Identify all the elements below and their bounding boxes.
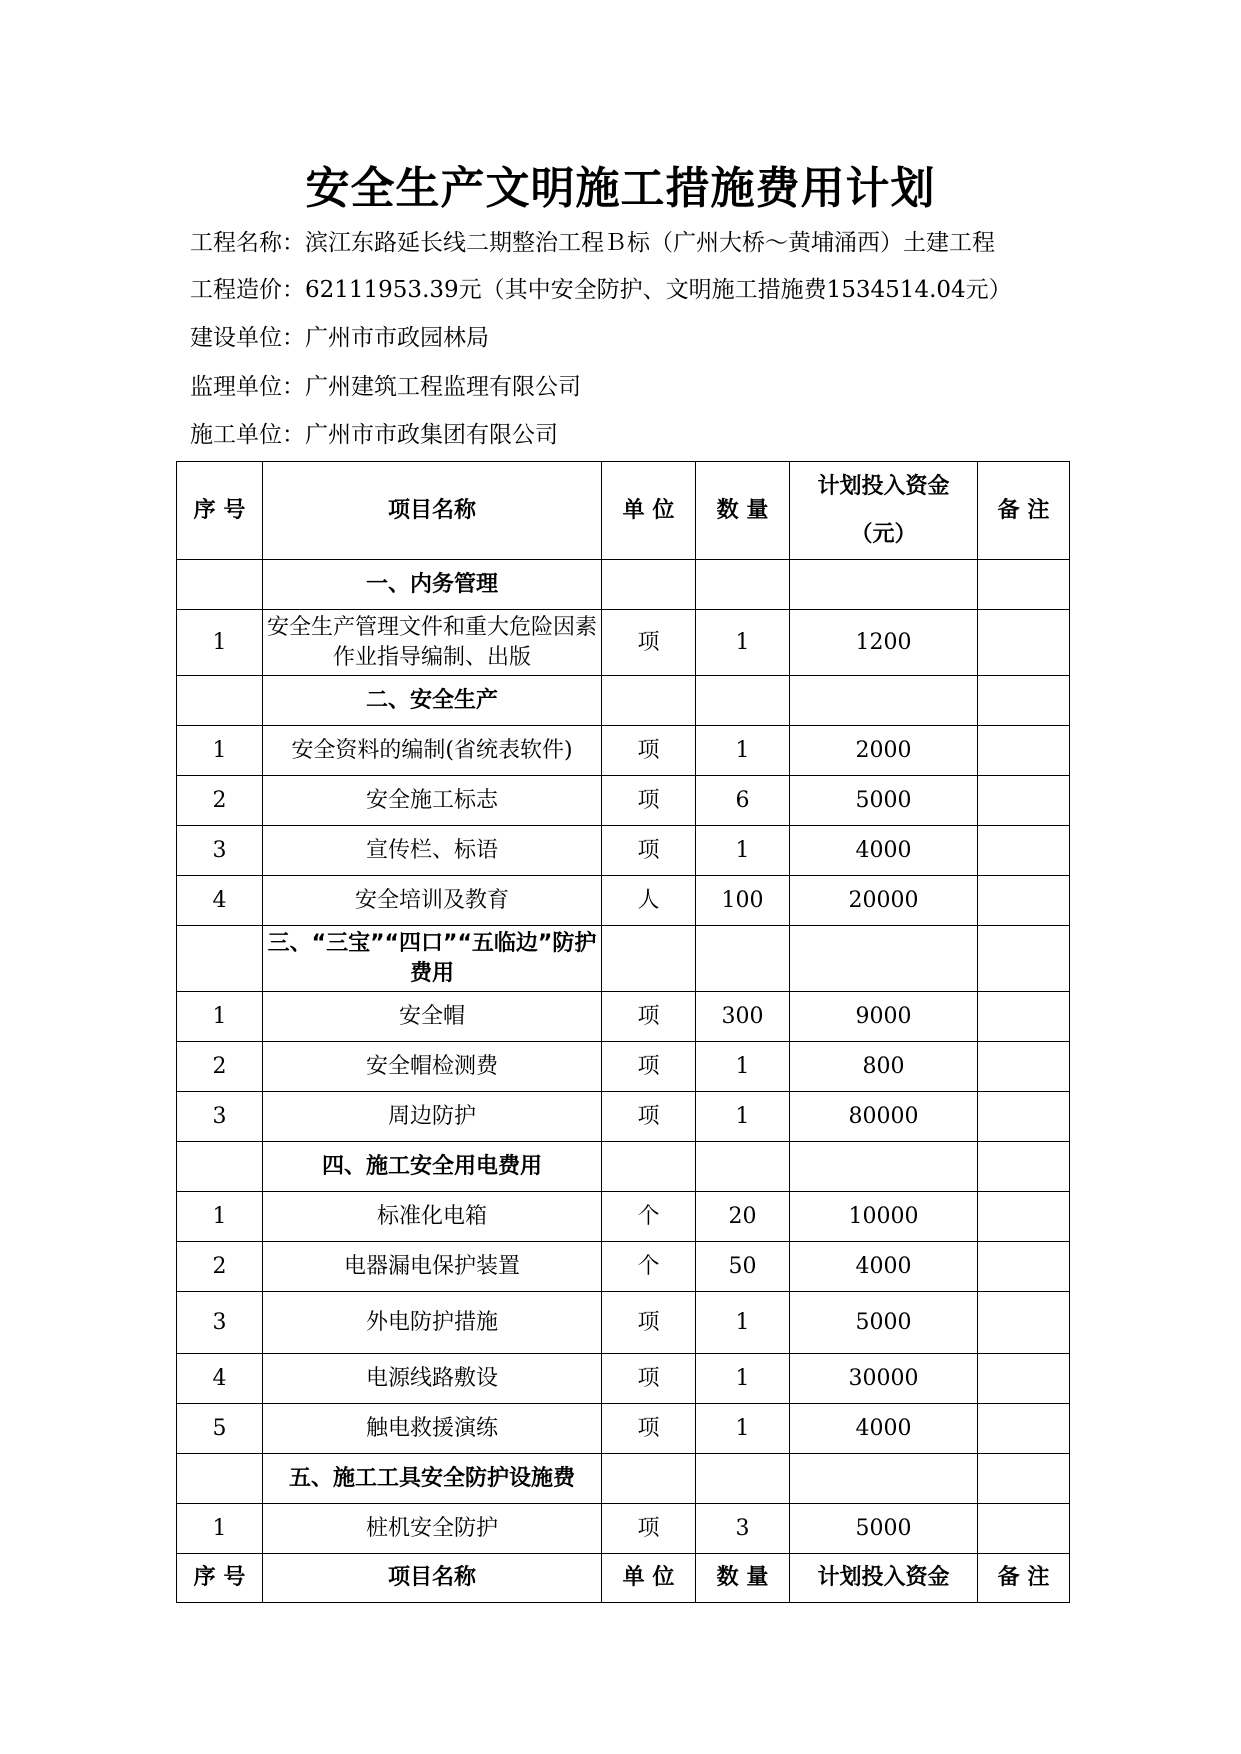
row-amount: 2000 bbox=[790, 726, 978, 776]
section-title: 四、施工安全用电费用 bbox=[263, 1142, 602, 1192]
row-remark bbox=[978, 826, 1070, 876]
table-row bbox=[177, 610, 1070, 676]
row-no: 4 bbox=[177, 876, 263, 926]
table-footer-header-row bbox=[177, 1554, 1070, 1603]
row-remark bbox=[978, 1192, 1070, 1242]
row-qty: 1 bbox=[696, 1292, 790, 1354]
row-qty: 1 bbox=[696, 1404, 790, 1454]
section-amount-cell bbox=[790, 1142, 978, 1192]
info-value: 广州市市政集团有限公司 bbox=[305, 422, 558, 448]
section-qty-cell bbox=[696, 560, 790, 610]
row-amount: 4000 bbox=[790, 1404, 978, 1454]
row-unit: 项 bbox=[602, 1404, 696, 1454]
table-row bbox=[177, 826, 1070, 876]
row-unit: 项 bbox=[602, 1292, 696, 1354]
row-qty: 20 bbox=[696, 1192, 790, 1242]
row-name: 标准化电箱 bbox=[263, 1192, 602, 1242]
info-label: 工程名称： bbox=[190, 230, 305, 256]
row-qty: 1 bbox=[696, 610, 790, 676]
section-remark-cell bbox=[978, 1142, 1070, 1192]
table-body bbox=[177, 560, 1070, 1554]
row-amount: 4000 bbox=[790, 1242, 978, 1292]
cost-plan-table bbox=[176, 461, 1070, 1603]
row-no: 5 bbox=[177, 1404, 263, 1454]
table-row bbox=[177, 992, 1070, 1042]
section-qty-cell bbox=[696, 676, 790, 726]
row-no: 2 bbox=[177, 1242, 263, 1292]
header-remark: 备 注 bbox=[978, 462, 1070, 560]
row-name: 桩机安全防护 bbox=[263, 1504, 602, 1554]
row-qty: 1 bbox=[696, 1042, 790, 1092]
info-label: 建设单位： bbox=[190, 325, 305, 351]
header-unit: 单 位 bbox=[602, 462, 696, 560]
section-row bbox=[177, 1454, 1070, 1504]
row-no: 2 bbox=[177, 776, 263, 826]
info-value: 广州建筑工程监理有限公司 bbox=[305, 374, 581, 400]
section-amount-cell bbox=[790, 676, 978, 726]
section-remark-cell bbox=[978, 926, 1070, 992]
header-qty: 数 量 bbox=[696, 462, 790, 560]
section-remark-cell bbox=[978, 676, 1070, 726]
section-row bbox=[177, 1142, 1070, 1192]
row-no: 3 bbox=[177, 1292, 263, 1354]
table-row bbox=[177, 1292, 1070, 1354]
project-cost-line bbox=[190, 275, 1012, 305]
section-title: 三、“三宝”“四口”“五临边”防护费用 bbox=[263, 926, 602, 992]
section-row bbox=[177, 560, 1070, 610]
row-qty: 1 bbox=[696, 1354, 790, 1404]
row-unit: 项 bbox=[602, 992, 696, 1042]
row-unit: 项 bbox=[602, 610, 696, 676]
section-no-cell bbox=[177, 926, 263, 992]
row-name: 安全帽 bbox=[263, 992, 602, 1042]
contractor-line bbox=[190, 420, 558, 450]
table-row bbox=[177, 1504, 1070, 1554]
row-amount: 1200 bbox=[790, 610, 978, 676]
row-no: 3 bbox=[177, 1092, 263, 1142]
row-no: 1 bbox=[177, 1192, 263, 1242]
row-name: 安全生产管理文件和重大危险因素作业指导编制、出版 bbox=[263, 610, 602, 676]
row-amount: 10000 bbox=[790, 1192, 978, 1242]
section-remark-cell bbox=[978, 560, 1070, 610]
row-name: 电器漏电保护装置 bbox=[263, 1242, 602, 1292]
row-remark bbox=[978, 1092, 1070, 1142]
header-amount-line1: 计划投入资金 bbox=[817, 473, 950, 499]
section-row bbox=[177, 926, 1070, 992]
row-amount: 4000 bbox=[790, 826, 978, 876]
info-label: 工程造价： bbox=[190, 277, 305, 303]
table-row bbox=[177, 1404, 1070, 1454]
row-amount: 800 bbox=[790, 1042, 978, 1092]
table-header-row bbox=[177, 462, 1070, 560]
section-title: 二、安全生产 bbox=[263, 676, 602, 726]
section-qty-cell bbox=[696, 1142, 790, 1192]
row-unit: 项 bbox=[602, 1504, 696, 1554]
supervisor-line bbox=[190, 372, 581, 402]
row-unit: 项 bbox=[602, 1354, 696, 1404]
row-no: 1 bbox=[177, 1504, 263, 1554]
project-name-line bbox=[190, 228, 995, 258]
row-no: 3 bbox=[177, 826, 263, 876]
section-no-cell bbox=[177, 1454, 263, 1504]
row-remark bbox=[978, 1354, 1070, 1404]
info-label: 监理单位： bbox=[190, 374, 305, 400]
info-value: 62111953.39元（其中安全防护、文明施工措施费1534514.04元） bbox=[305, 277, 1012, 303]
info-value: 广州市市政园林局 bbox=[305, 325, 489, 351]
section-row bbox=[177, 676, 1070, 726]
row-qty: 1 bbox=[696, 1092, 790, 1142]
row-unit: 项 bbox=[602, 1092, 696, 1142]
table-row bbox=[177, 776, 1070, 826]
section-unit-cell bbox=[602, 926, 696, 992]
row-amount: 5000 bbox=[790, 1292, 978, 1354]
row-remark bbox=[978, 1242, 1070, 1292]
section-amount-cell bbox=[790, 1454, 978, 1504]
info-label: 施工单位： bbox=[190, 422, 305, 448]
section-unit-cell bbox=[602, 560, 696, 610]
section-no-cell bbox=[177, 560, 263, 610]
row-unit: 人 bbox=[602, 876, 696, 926]
row-name: 周边防护 bbox=[263, 1092, 602, 1142]
section-title: 一、内务管理 bbox=[263, 560, 602, 610]
row-remark bbox=[978, 876, 1070, 926]
row-name: 安全施工标志 bbox=[263, 776, 602, 826]
footer-header-remark: 备 注 bbox=[978, 1554, 1070, 1603]
table-row bbox=[177, 1042, 1070, 1092]
row-remark bbox=[978, 610, 1070, 676]
section-unit-cell bbox=[602, 1142, 696, 1192]
table-row bbox=[177, 1354, 1070, 1404]
row-remark bbox=[978, 1292, 1070, 1354]
row-remark bbox=[978, 1504, 1070, 1554]
row-qty: 50 bbox=[696, 1242, 790, 1292]
row-amount: 30000 bbox=[790, 1354, 978, 1404]
row-name: 电源线路敷设 bbox=[263, 1354, 602, 1404]
section-unit-cell bbox=[602, 676, 696, 726]
row-unit: 个 bbox=[602, 1192, 696, 1242]
row-name: 安全培训及教育 bbox=[263, 876, 602, 926]
row-remark bbox=[978, 992, 1070, 1042]
section-remark-cell bbox=[978, 1454, 1070, 1504]
row-name: 安全资料的编制(省统表软件) bbox=[263, 726, 602, 776]
section-no-cell bbox=[177, 676, 263, 726]
section-no-cell bbox=[177, 1142, 263, 1192]
row-unit: 个 bbox=[602, 1242, 696, 1292]
section-unit-cell bbox=[602, 1454, 696, 1504]
table-row bbox=[177, 1192, 1070, 1242]
info-value: 滨江东路延长线二期整治工程Ｂ标（广州大桥～黄埔涌西）土建工程 bbox=[305, 230, 995, 256]
section-qty-cell bbox=[696, 926, 790, 992]
row-unit: 项 bbox=[602, 776, 696, 826]
row-remark bbox=[978, 1404, 1070, 1454]
row-unit: 项 bbox=[602, 726, 696, 776]
section-amount-cell bbox=[790, 560, 978, 610]
row-name: 触电救援演练 bbox=[263, 1404, 602, 1454]
row-remark bbox=[978, 1042, 1070, 1092]
page-title: 安全生产文明施工措施费用计划 bbox=[305, 163, 936, 214]
row-amount: 5000 bbox=[790, 776, 978, 826]
row-qty: 6 bbox=[696, 776, 790, 826]
footer-header-unit: 单 位 bbox=[602, 1554, 696, 1603]
row-qty: 3 bbox=[696, 1504, 790, 1554]
row-no: 1 bbox=[177, 992, 263, 1042]
footer-header-qty: 数 量 bbox=[696, 1554, 790, 1603]
row-qty: 1 bbox=[696, 826, 790, 876]
row-remark bbox=[978, 776, 1070, 826]
table-row bbox=[177, 1092, 1070, 1142]
row-unit: 项 bbox=[602, 826, 696, 876]
row-no: 1 bbox=[177, 610, 263, 676]
row-remark bbox=[978, 726, 1070, 776]
table-row bbox=[177, 726, 1070, 776]
row-amount: 20000 bbox=[790, 876, 978, 926]
row-amount: 5000 bbox=[790, 1504, 978, 1554]
header-name: 项目名称 bbox=[263, 462, 602, 560]
section-qty-cell bbox=[696, 1454, 790, 1504]
row-name: 安全帽检测费 bbox=[263, 1042, 602, 1092]
row-name: 宣传栏、标语 bbox=[263, 826, 602, 876]
table-row bbox=[177, 876, 1070, 926]
row-qty: 300 bbox=[696, 992, 790, 1042]
section-amount-cell bbox=[790, 926, 978, 992]
header-amount bbox=[790, 462, 978, 560]
row-unit: 项 bbox=[602, 1042, 696, 1092]
row-no: 4 bbox=[177, 1354, 263, 1404]
header-no: 序 号 bbox=[177, 462, 263, 560]
footer-header-name: 项目名称 bbox=[263, 1554, 602, 1603]
footer-header-amount: 计划投入资金 bbox=[790, 1554, 978, 1603]
row-amount: 9000 bbox=[790, 992, 978, 1042]
footer-header-no: 序 号 bbox=[177, 1554, 263, 1603]
header-amount-line2: （元） bbox=[850, 521, 917, 547]
row-qty: 1 bbox=[696, 726, 790, 776]
row-qty: 100 bbox=[696, 876, 790, 926]
row-name: 外电防护措施 bbox=[263, 1292, 602, 1354]
client-line bbox=[190, 323, 489, 353]
row-no: 2 bbox=[177, 1042, 263, 1092]
table-row bbox=[177, 1242, 1070, 1292]
row-no: 1 bbox=[177, 726, 263, 776]
section-title: 五、施工工具安全防护设施费 bbox=[263, 1454, 602, 1504]
row-amount: 80000 bbox=[790, 1092, 978, 1142]
